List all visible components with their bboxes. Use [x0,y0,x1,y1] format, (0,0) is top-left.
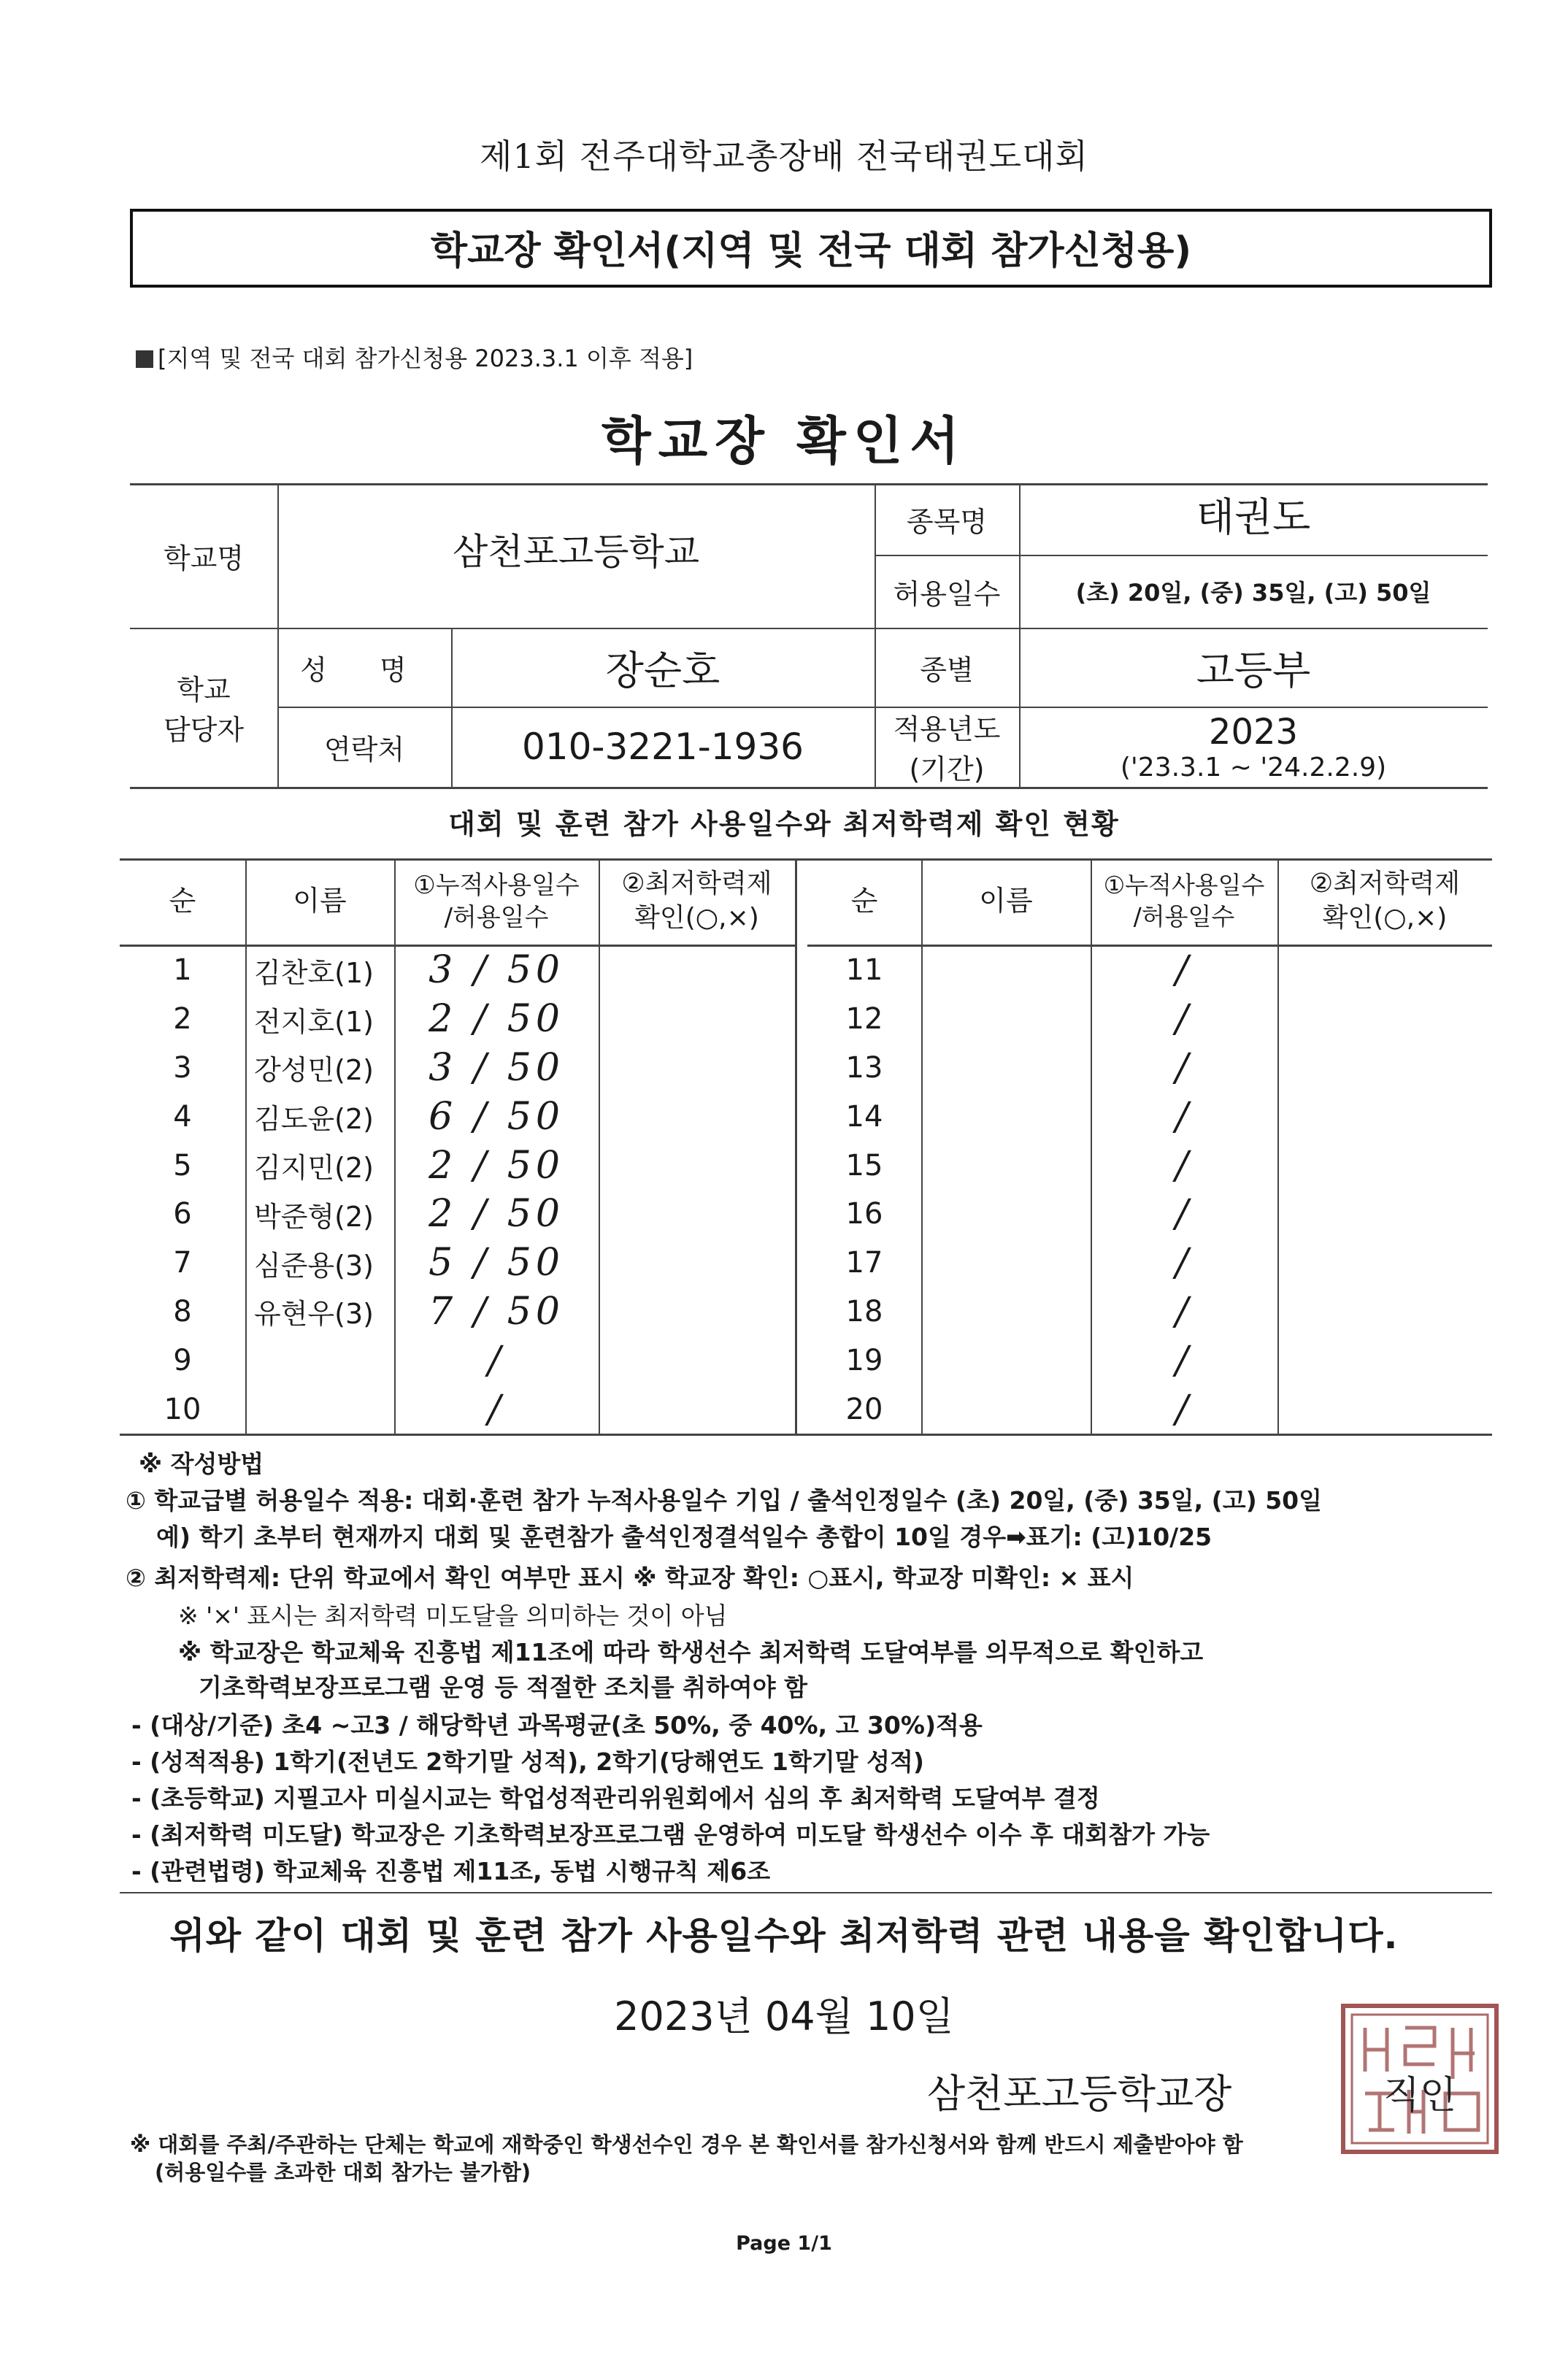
note-2-c: 기초학력보장프로그램 운영 등 적절한 조치를 취하여야 함 [199,1673,808,1701]
col-header-days-line1: ①누적사용일수 [413,870,580,900]
year-value-number: 2023 [1208,711,1299,753]
athlete-name [921,1239,1091,1288]
row-number: 14 [845,1099,883,1134]
note-dash-4: - (최저학력 미도달) 학교장은 기초학력보장프로그램 운영하여 미도달 학생선수 이수 후 대회참가 가능 [131,1820,1210,1849]
col-header-no: 순 [169,885,196,918]
athlete-name [245,1385,394,1434]
athlete-name: 강성민(2) [254,1054,374,1087]
official-seal-icon [1336,1999,1504,2159]
row-number: 7 [173,1246,192,1280]
row-number: 19 [845,1343,883,1377]
athlete-name: 김찬호(1) [254,956,374,989]
row-number: 13 [845,1050,883,1085]
document-title: 학교장 확인서 [601,411,967,471]
division-value: 고등부 [1196,647,1311,693]
col-header-min-line2-right: 확인(○,×) [1322,903,1448,933]
footer-note-2: (허용일수를 초과한 대회 참가는 불가함) [155,2160,531,2185]
athlete-name [921,1092,1091,1141]
row-number: 16 [845,1197,883,1231]
athlete-name [921,946,1091,995]
allowed-days-label: 허용일수 [893,577,1001,610]
note-2-a: ※ '×' 표시는 최저학력 미도달을 의미하는 것이 아님 [178,1601,728,1630]
year-label-line2: (기간) [909,753,985,785]
days-used: 2 / 50 [428,1192,564,1237]
manager-name: 장순호 [605,647,720,693]
row-number: 3 [173,1050,192,1085]
row-number: 1 [173,953,192,988]
issue-date: 2023년 04월 10일 [614,1993,954,2039]
days-used: / [1175,997,1193,1042]
col-header-no-right: 순 [850,885,878,918]
sport-label: 종목명 [906,505,988,538]
days-used: / [1175,948,1193,993]
sport-value: 태권도 [1196,493,1311,540]
year-value [1019,707,1488,787]
name-label: 성 명 [300,653,428,686]
col-header-min-academic-right [1277,858,1492,945]
athlete-name [921,1190,1091,1239]
days-used: 7 / 50 [428,1289,564,1334]
note-dash-2: - (성적적용) 1학기(전년도 2학기말 성적), 2학기(당해연도 1학기말 성적) [131,1747,924,1776]
athlete-name [921,1044,1091,1093]
days-used: 3 / 50 [428,1045,564,1090]
manager-label [130,628,277,787]
row-number: 15 [845,1148,883,1182]
note-dash-1: - (대상/기준) 초4 ~고3 / 해당학년 과목평균(초 50%, 중 40%, 고 30%)적용 [131,1711,983,1739]
col-header-min-line2: 확인(○,×) [634,903,759,933]
year-period: ('23.3.1 ~ '24.2.2.9) [1120,752,1387,782]
athlete-name [245,1336,394,1385]
athlete-name [921,995,1091,1044]
principal-name: 삼천포고등학교장 [927,2071,1232,2117]
days-used: 3 / 50 [428,948,564,993]
note-1: ① 학교급별 허용일수 적용: 대회·훈련 참가 누적사용일수 기입 / 출석인정일수 (초) 20일, (중) 35일, (고) 50일 [126,1486,1322,1515]
row-number: 17 [845,1246,883,1280]
square-bullet-icon [136,350,153,368]
days-used: / [1175,1289,1193,1334]
event-title: 제1회 전주대학교총장배 전국태권도대회 [480,136,1088,176]
athlete-name [921,1385,1091,1434]
col-header-days-right [1091,858,1277,945]
note-dash-3: - (초등학교) 지필고사 미실시교는 학업성적관리위원회에서 심의 후 최저학력 도달여부 결정 [131,1784,1100,1812]
manager-label-line1: 학교 [177,674,231,706]
manager-label-line2: 담당자 [163,714,245,746]
days-used: / [1175,1387,1193,1431]
row-number: 10 [164,1392,201,1426]
days-used: 6 / 50 [428,1094,564,1139]
allowed-days-value: (초) 20일, (중) 35일, (고) 50일 [1075,579,1431,607]
athlete-name: 심준용(3) [254,1249,374,1282]
athlete-name [921,1288,1091,1337]
col-header-days-line2-right: /허용일수 [1133,902,1235,931]
row-number: 8 [173,1294,192,1328]
section-title: 대회 및 훈련 참가 사용일수와 최저학력제 확인 현황 [448,808,1120,840]
days-used: 2 / 50 [428,1143,564,1188]
col-header-min-line1-right: ②최저학력제 [1309,869,1461,899]
days-used: / [1175,1094,1193,1139]
page-number: Page 1/1 [736,2232,832,2255]
note-1-example: 예) 학기 초부터 현재까지 대회 및 훈련참가 출석인정결석일수 총합이 10일 경우➡표기: (고)10/25 [156,1523,1212,1551]
col-header-days [394,858,599,945]
year-label-line1: 적용년도 [893,713,1001,745]
row-number: 18 [845,1294,883,1328]
row-number: 11 [845,953,883,988]
row-number: 2 [173,1002,192,1037]
note-2: ② 최저학력제: 단위 학교에서 확인 여부만 표시 ※ 학교장 확인: ○표시, 학교장 미확인: × 표시 [126,1564,1134,1592]
note-dash-5: - (관련법령) 학교체육 진흥법 제11조, 동법 시행규칙 제6조 [131,1857,771,1885]
division-label: 종별 [920,653,974,686]
col-header-days-line1-right: ①누적사용일수 [1103,871,1265,900]
seal-text: 직인 [1383,2074,1457,2118]
days-used: / [488,1387,505,1431]
contact-label: 연락처 [323,733,405,766]
days-used: / [1175,1241,1193,1285]
days-used: 2 / 50 [428,997,564,1042]
contact-value: 010-3221-1936 [521,726,804,768]
footer-note: ※ 대회를 주최/주관하는 단체는 학교에 재학중인 학생선수인 경우 본 확인서를 참가신청서와 함께 반드시 제출받아야 함 [130,2132,1243,2157]
form-note [136,340,693,374]
col-header-days-line2: /허용일수 [444,903,549,932]
days-used: 5 / 50 [428,1241,564,1285]
days-used: / [488,1338,505,1383]
athlete-name: 전지호(1) [254,1005,374,1038]
row-number: 6 [173,1197,192,1231]
days-used: / [1175,1045,1193,1090]
note-2-b: ※ 학교장은 학교체육 진흥법 제11조에 따라 학생선수 최저학력 도달여부를 의무적으로 확인하고 [178,1638,1204,1666]
athlete-name: 김지민(2) [254,1152,374,1185]
athlete-name: 유현우(3) [254,1298,374,1331]
days-used: / [1175,1143,1193,1188]
form-heading: 학교장 확인서(지역 및 전국 대회 참가신청용) [130,209,1492,288]
athlete-name [921,1141,1091,1190]
col-header-name: 이름 [293,885,347,918]
year-label [875,707,1019,787]
days-used: / [1175,1338,1193,1383]
note-heading: ※ 작성방법 [139,1450,264,1478]
days-used: / [1175,1192,1193,1237]
col-header-name-right: 이름 [979,885,1033,918]
row-number: 5 [173,1148,192,1182]
school-name: 삼천포고등학교 [452,531,700,573]
col-header-min-line1: ②최저학력제 [621,869,772,899]
school-label: 학교명 [163,542,245,574]
row-number: 20 [845,1392,883,1426]
row-number: 12 [845,1002,883,1037]
athlete-name: 김도윤(2) [254,1103,374,1136]
row-number: 9 [173,1343,192,1377]
athlete-name [921,1336,1091,1385]
row-number: 4 [173,1099,192,1134]
col-header-min-academic [599,858,795,945]
form-note-text: [지역 및 전국 대회 참가신청용 2023.3.1 이후 적용] [158,345,693,372]
confirmation-statement: 위와 같이 대회 및 훈련 참가 사용일수와 최저학력 관련 내용을 확인합니다. [169,1915,1399,1957]
athlete-name: 박준형(2) [254,1200,374,1233]
